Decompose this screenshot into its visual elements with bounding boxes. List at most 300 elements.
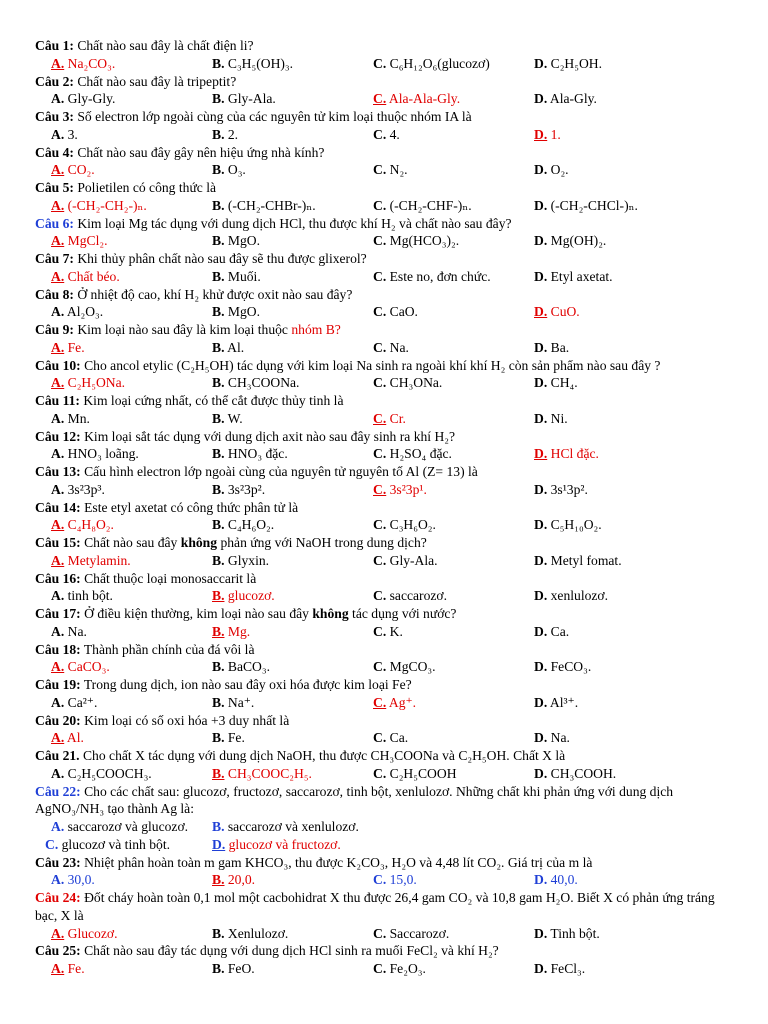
option-letter: B. — [212, 694, 225, 710]
answer-option — [45, 836, 170, 854]
answer-option — [51, 197, 147, 215]
option-letter: D. — [534, 304, 548, 320]
answer-option — [51, 268, 120, 286]
question-block — [0, 641, 768, 677]
answer-option — [212, 232, 260, 250]
question-stem — [0, 676, 768, 694]
option-letter: D. — [534, 410, 548, 426]
option-letter: D. — [534, 197, 548, 213]
option-letter: A. — [51, 730, 65, 746]
option-text: Chất béo. — [67, 268, 120, 284]
option-letter: A. — [51, 410, 65, 426]
option-letter: A. — [51, 819, 65, 834]
question-text-bold: không — [180, 535, 218, 550]
option-text: 3. — [67, 126, 78, 142]
options-row — [0, 925, 768, 943]
options-row — [0, 818, 768, 836]
answer-option — [373, 161, 408, 179]
answer-option — [212, 836, 341, 854]
answer-option — [51, 871, 95, 889]
option-text: O₃. — [227, 162, 246, 178]
option-letter: B. — [212, 765, 225, 781]
option-letter: B. — [212, 304, 225, 320]
option-text: glucozơ và tinh bột. — [61, 836, 170, 852]
question-text: Chất nào sau đây là chất điện li? — [77, 38, 254, 53]
question-block — [0, 854, 768, 890]
question-stem — [0, 179, 768, 197]
question-text: Kim loại sắt tác dụng với dung dịch axit nào sau đây sinh ra khí H₂? — [84, 428, 456, 444]
option-text: glucozơ. — [227, 588, 275, 604]
option-letter: D. — [534, 55, 548, 71]
option-letter: C. — [373, 872, 387, 888]
option-text: Al. — [227, 339, 245, 355]
option-text: Na. — [67, 623, 87, 639]
option-letter: B. — [212, 730, 225, 746]
question-text: Cấu hình electron lớp ngoài cùng của nguyên tử nguyên tố Al (Z= 13) là — [84, 464, 478, 479]
question-stem — [0, 73, 768, 91]
answer-option — [373, 765, 457, 783]
options-row — [0, 197, 768, 215]
answer-option — [212, 374, 299, 392]
question-number: Câu 18: — [35, 641, 81, 657]
options-row — [0, 90, 768, 108]
option-letter: A. — [51, 162, 65, 178]
answer-option — [51, 303, 103, 321]
option-letter: C. — [373, 961, 387, 976]
question-number: Câu 4: — [35, 144, 74, 160]
option-text: CaCO₃. — [67, 659, 110, 675]
option-letter: C. — [373, 925, 387, 941]
answer-option — [534, 161, 569, 179]
answer-option — [212, 925, 288, 943]
question-block — [0, 392, 768, 428]
option-letter: A. — [51, 588, 65, 604]
option-text: Mg. — [227, 623, 251, 639]
option-text: Muối. — [227, 268, 261, 284]
option-letter: D. — [534, 339, 548, 355]
question-text: Ở điều kiện thường, kim loại nào sau đây — [84, 606, 313, 621]
answer-option — [212, 161, 246, 179]
option-text: FeCl₃. — [550, 961, 586, 976]
option-text: (-CH₂-CH₂-)ₙ. — [67, 197, 147, 213]
question-text-after: phản ứng với NaOH trong dung dịch? — [217, 535, 427, 550]
option-letter: D. — [534, 872, 548, 888]
option-letter: B. — [212, 126, 225, 142]
option-letter: A. — [51, 552, 65, 568]
options-row — [0, 836, 768, 854]
option-letter: D. — [534, 446, 548, 462]
option-text: Fe. — [227, 730, 245, 746]
option-letter: D. — [534, 268, 548, 284]
option-letter: A. — [51, 268, 65, 284]
option-letter: C. — [373, 162, 387, 178]
question-text: Khi thủy phân chất nào sau đây sẽ thu được glixerol? — [77, 251, 367, 266]
question-number: Câu 15: — [35, 535, 81, 550]
question-block — [0, 179, 768, 215]
question-number: Câu 14: — [35, 499, 81, 515]
answer-option — [373, 374, 442, 392]
question-text: Este etyl axetat có công thức phân tử là — [84, 499, 299, 515]
option-text: Gly-Ala. — [227, 91, 276, 107]
option-text: 30,0. — [67, 872, 95, 888]
answer-option — [51, 925, 117, 943]
question-number: Câu 21. — [35, 748, 80, 763]
option-letter: A. — [51, 304, 65, 320]
option-text: Metylamin. — [67, 552, 131, 568]
answer-option — [51, 410, 90, 428]
option-letter: C. — [373, 552, 387, 568]
answer-option — [212, 729, 245, 747]
question-text: Chất thuộc loại monosaccarit là — [84, 570, 257, 586]
option-letter: B. — [212, 375, 225, 391]
answer-option — [212, 481, 265, 499]
answer-option — [534, 55, 602, 73]
option-text: Este no, đơn chức. — [389, 268, 491, 284]
answer-option — [534, 765, 616, 783]
answer-option — [534, 90, 597, 108]
answer-option — [534, 481, 588, 499]
option-letter: B. — [212, 588, 225, 604]
option-text: 40,0. — [550, 872, 578, 888]
option-letter: A. — [51, 925, 65, 941]
option-letter: C. — [373, 197, 387, 213]
answer-option — [534, 410, 568, 428]
answer-option — [212, 410, 243, 428]
option-text: Fe₂O₃. — [389, 961, 426, 976]
question-text: Trong dung dịch, ion nào sau đây oxi hóa được kim loại Fe? — [83, 677, 412, 692]
option-letter: D. — [534, 552, 548, 568]
question-number: Câu 11: — [35, 393, 80, 408]
answer-option — [51, 623, 87, 641]
option-text: C₃H₆O₂. — [389, 517, 436, 533]
option-letter: C. — [373, 765, 387, 781]
answer-option — [373, 303, 418, 321]
option-text: FeO. — [227, 961, 255, 976]
answer-option — [534, 303, 580, 321]
answer-option — [534, 197, 638, 215]
question-text: Thành phần chính của đá vôi là — [83, 641, 255, 657]
option-letter: D. — [534, 91, 548, 107]
answer-option — [51, 960, 85, 978]
options-row — [0, 729, 768, 747]
option-text: 2. — [227, 126, 239, 142]
answer-option — [534, 126, 561, 144]
question-text: Chất nào sau đây — [84, 535, 181, 550]
answer-option — [51, 55, 115, 73]
answer-option — [51, 90, 115, 108]
option-letter: A. — [51, 694, 65, 710]
option-text: Metyl fomat. — [550, 552, 622, 568]
option-letter: A. — [51, 623, 65, 639]
question-text: Kim loại nào sau đây là kim loại thuộc — [77, 322, 292, 337]
question-number: Câu 12: — [35, 428, 81, 444]
option-letter: B. — [212, 623, 225, 639]
question-text: Chất nào sau đây là tripeptit? — [77, 73, 237, 89]
answer-option — [212, 55, 293, 73]
option-letter: C. — [373, 339, 387, 355]
answer-option — [212, 445, 288, 463]
option-letter: C. — [373, 623, 387, 639]
option-text: Glyxin. — [227, 552, 270, 568]
question-number: Câu 20: — [35, 712, 81, 728]
option-text: 3s²3p³. — [67, 481, 105, 497]
option-text: 4. — [389, 126, 400, 142]
question-number: Câu 6: — [35, 215, 74, 231]
question-stem — [0, 570, 768, 588]
answer-option — [534, 445, 599, 463]
question-number: Câu 7: — [35, 251, 74, 266]
option-text: N₂. — [389, 162, 408, 178]
question-stem — [0, 783, 768, 819]
option-text: (-CH₂-CHBr-)ₙ. — [227, 197, 316, 213]
question-stem — [0, 144, 768, 162]
option-text: C₃H₅(OH)₃. — [227, 55, 294, 71]
question-block — [0, 73, 768, 109]
answer-option — [534, 339, 569, 357]
answer-option — [534, 623, 569, 641]
option-letter: C. — [373, 517, 387, 533]
option-text: Fe. — [67, 339, 85, 355]
answer-option — [212, 818, 359, 836]
option-letter: D. — [534, 659, 548, 675]
option-text: K. — [389, 623, 403, 639]
option-letter: C. — [373, 126, 387, 142]
question-stem — [0, 942, 768, 960]
option-text: Gly-Ala. — [389, 552, 438, 568]
question-number: Câu 3: — [35, 109, 74, 124]
option-text: Mg(HCO₃)₂. — [389, 233, 460, 249]
answer-option — [212, 694, 254, 712]
answer-option — [534, 232, 606, 250]
option-text: Mg(OH)₂. — [550, 233, 607, 249]
option-text: Fe. — [67, 961, 85, 976]
option-text: Xenlulozơ. — [227, 925, 289, 941]
options-row — [0, 445, 768, 463]
question-block — [0, 357, 768, 393]
question-text: Chất nào sau đây tác dụng với dung dịch HCl sinh ra muối FeCl₂ và khí H₂? — [84, 943, 499, 959]
option-letter: D. — [212, 836, 226, 852]
options-row — [0, 410, 768, 428]
option-text: Mn. — [67, 410, 90, 426]
option-letter: D. — [534, 162, 548, 178]
option-text: Cr. — [389, 410, 406, 426]
option-text: O₂. — [550, 162, 569, 178]
answer-option — [534, 587, 608, 605]
answer-option — [373, 729, 408, 747]
answer-option — [51, 445, 139, 463]
option-letter: B. — [212, 819, 225, 834]
option-letter: B. — [212, 268, 225, 284]
option-text: CH₃COONa. — [227, 375, 300, 391]
answer-option — [212, 658, 270, 676]
option-letter: C. — [373, 375, 387, 391]
options-row — [0, 55, 768, 73]
answer-option — [51, 339, 85, 357]
options-row — [0, 516, 768, 534]
question-stem — [0, 712, 768, 730]
option-text: 3s²3p². — [227, 481, 266, 497]
option-letter: A. — [51, 55, 65, 71]
option-text: C₂H₅COOH — [389, 765, 457, 781]
answer-option — [51, 765, 152, 783]
option-text: C₂H₅ONa. — [67, 375, 126, 391]
options-row — [0, 587, 768, 605]
question-block — [0, 747, 768, 783]
option-text: Gly-Gly. — [67, 91, 116, 107]
question-text: Polietilen có công thức là — [77, 180, 217, 195]
options-row — [0, 481, 768, 499]
options-row — [0, 268, 768, 286]
option-text: MgO. — [227, 304, 260, 320]
option-text: BaCO₃. — [227, 659, 270, 675]
answer-option — [373, 445, 452, 463]
answer-option — [373, 126, 400, 144]
option-letter: A. — [51, 659, 65, 675]
option-text: saccarozơ. — [389, 588, 447, 604]
option-text: CH₃COOH. — [550, 765, 617, 781]
option-letter: B. — [212, 872, 225, 888]
question-block — [0, 942, 768, 978]
answer-option — [51, 552, 131, 570]
question-text: Nhiệt phân hoàn toàn m gam KHCO₃, thu được K₂CO₃, H₂O và 4,48 lít CO₂. Giá trị của m là — [84, 854, 593, 870]
question-block — [0, 37, 768, 73]
answer-option — [51, 658, 110, 676]
question-text: Cho các chất sau: glucozơ, fructozơ, saccarozơ, tinh bột, xenlulozơ. Những chất khi phản ứng với dung dịch AgNO₃/NH₃ tạo thành Ag là: — [35, 783, 674, 817]
option-text: Ni. — [550, 410, 568, 426]
option-text: MgO. — [227, 233, 260, 249]
question-text: Ở nhiệt độ cao, khí H₂ khử được oxit nào sau đây? — [77, 286, 353, 302]
option-text: Ala-Gly. — [549, 91, 597, 107]
option-letter: C. — [373, 446, 387, 462]
option-letter: D. — [534, 375, 548, 391]
option-letter: B. — [212, 552, 225, 568]
option-text: saccarozơ và xenlulozơ. — [227, 819, 359, 834]
option-text: HNO₃ loãng. — [67, 446, 139, 462]
answer-option — [373, 410, 406, 428]
options-row — [0, 658, 768, 676]
option-letter: B. — [212, 339, 225, 355]
option-text: xenlulozơ. — [550, 588, 609, 604]
option-text: MgCO₃. — [389, 659, 436, 675]
option-text: CH₃ONa. — [389, 375, 443, 391]
question-block — [0, 108, 768, 144]
answer-option — [51, 161, 95, 179]
option-text: Ca. — [550, 623, 570, 639]
option-letter: C. — [373, 268, 387, 284]
option-letter: D. — [534, 623, 548, 639]
question-block — [0, 286, 768, 322]
question-text: Cho ancol etylic (C₂H₅OH) tác dụng với kim loại Na sinh ra ngoài khí khí H₂ còn sản phẩm nào sau đây ? — [84, 357, 661, 373]
options-row — [0, 126, 768, 144]
answer-option — [51, 587, 113, 605]
options-row — [0, 552, 768, 570]
question-number: Câu 10: — [35, 357, 81, 373]
option-text: C₆H₁₂O₆(glucozơ) — [389, 55, 490, 71]
question-number: Câu 23: — [35, 854, 81, 870]
option-letter: B. — [212, 659, 225, 675]
option-letter: B. — [212, 517, 225, 533]
option-text: Al³⁺. — [549, 694, 579, 710]
option-text: Ca²⁺. — [67, 694, 98, 710]
question-block — [0, 428, 768, 464]
question-block — [0, 605, 768, 641]
question-stem — [0, 641, 768, 659]
option-letter: C. — [45, 836, 59, 852]
question-stem — [0, 428, 768, 446]
answer-option — [51, 818, 188, 836]
options-row — [0, 161, 768, 179]
question-text: Kim loại có số oxi hóa +3 duy nhất là — [84, 712, 290, 728]
option-letter: D. — [534, 481, 548, 497]
option-text: CO₂. — [67, 162, 95, 178]
question-number: Câu 22: — [35, 783, 81, 799]
option-letter: A. — [51, 375, 65, 391]
question-number: Câu 25: — [35, 943, 81, 959]
answer-option — [373, 197, 472, 215]
option-text: Saccarozơ. — [389, 925, 450, 941]
question-stem — [0, 215, 768, 233]
question-number: Câu 16: — [35, 570, 81, 586]
option-letter: B. — [212, 925, 225, 941]
option-letter: B. — [212, 91, 225, 107]
answer-option — [373, 552, 438, 570]
question-text-after: tác dụng với nước? — [348, 606, 457, 621]
answer-option — [51, 516, 114, 534]
answer-option — [373, 587, 447, 605]
answer-option — [373, 90, 460, 108]
answer-option — [534, 552, 622, 570]
options-row — [0, 694, 768, 712]
option-text: Na₂CO₃. — [67, 55, 116, 71]
answer-option — [373, 481, 427, 499]
question-stem — [0, 534, 768, 552]
option-text: 15,0. — [389, 872, 417, 888]
option-letter: A. — [51, 197, 65, 213]
option-text: CuO. — [550, 304, 580, 320]
question-block — [0, 215, 768, 251]
options-row — [0, 960, 768, 978]
answer-option — [373, 694, 416, 712]
option-text: MgCl₂. — [67, 233, 108, 249]
question-text: Kim loại cứng nhất, có thể cắt được thủy tinh là — [83, 393, 344, 408]
option-text: 20,0. — [227, 872, 256, 888]
question-number: Câu 24: — [35, 890, 81, 905]
option-text: Etyl axetat. — [550, 268, 613, 284]
option-letter: C. — [373, 233, 387, 249]
options-row — [0, 303, 768, 321]
question-stem — [0, 889, 768, 925]
answer-option — [51, 694, 97, 712]
option-text: Na⁺. — [227, 694, 255, 710]
answer-option — [534, 374, 578, 392]
answer-option — [212, 623, 250, 641]
question-text-bold: không — [312, 606, 349, 621]
question-stem — [0, 108, 768, 126]
option-letter: B. — [212, 410, 225, 426]
option-letter: B. — [212, 233, 225, 249]
answer-option — [373, 232, 459, 250]
option-text: Ba. — [550, 339, 570, 355]
option-letter: D. — [534, 126, 548, 142]
option-letter: A. — [51, 233, 65, 249]
option-letter: D. — [534, 961, 548, 976]
option-text: W. — [227, 410, 243, 426]
answer-option — [534, 694, 578, 712]
question-stem — [0, 37, 768, 55]
answer-option — [373, 623, 403, 641]
question-number: Câu 8: — [35, 286, 74, 302]
option-text: C₂H₅OH. — [550, 55, 603, 71]
